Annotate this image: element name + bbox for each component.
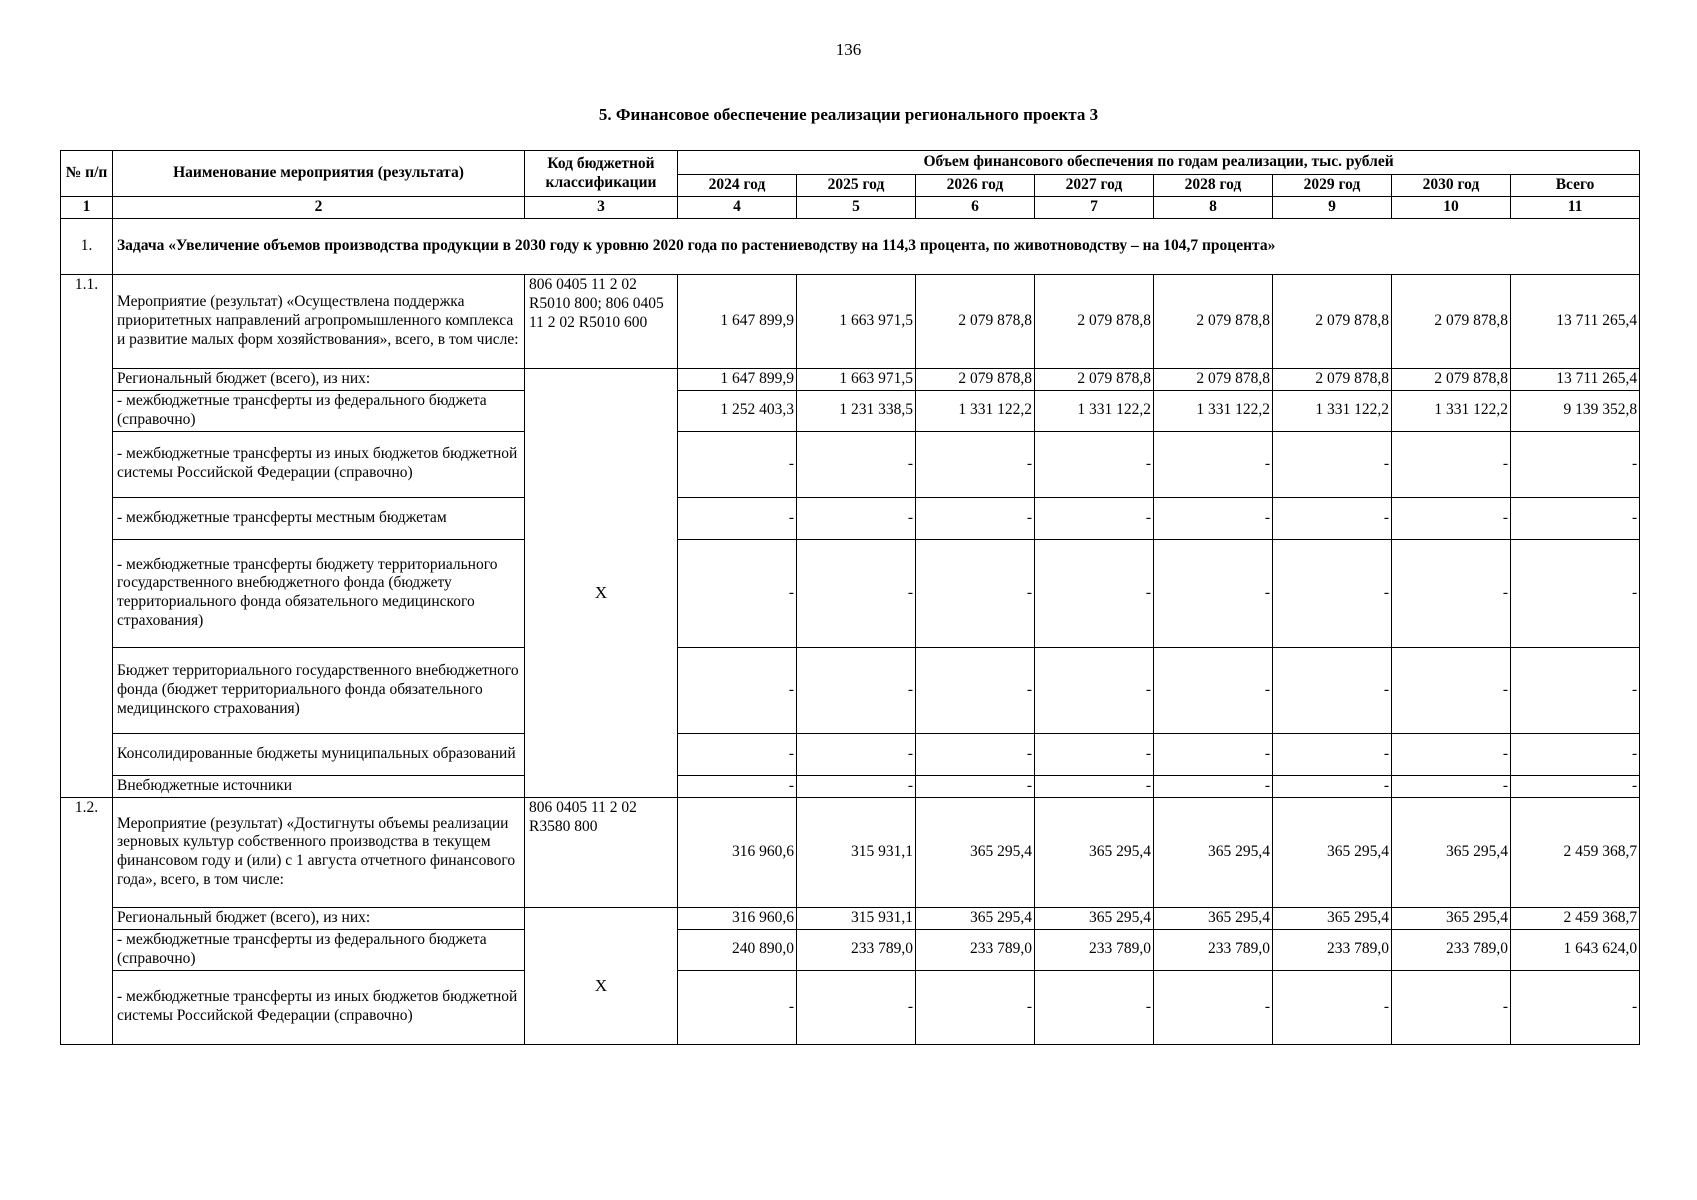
- header-year: 2028 год: [1154, 175, 1273, 197]
- year-value: 233 789,0: [797, 929, 916, 970]
- year-value: 2 079 878,8: [1392, 275, 1511, 369]
- total-value: 1 643 624,0: [1511, 929, 1640, 970]
- year-value: 2 079 878,8: [1392, 369, 1511, 391]
- measure-row: [61, 797, 1640, 907]
- year-value: -: [916, 647, 1035, 733]
- col-number: 7: [1035, 197, 1154, 219]
- year-value: 316 960,6: [678, 907, 797, 929]
- budget-source-label: Региональный бюджет (всего), из них:: [113, 907, 525, 929]
- total-value: -: [1511, 431, 1640, 497]
- budget-source-row: [61, 907, 1640, 929]
- year-value: -: [1273, 539, 1392, 647]
- year-value: -: [678, 775, 797, 797]
- year-value: -: [916, 539, 1035, 647]
- year-value: -: [1035, 733, 1154, 775]
- year-value: -: [1273, 733, 1392, 775]
- measure-num: 1.1.: [61, 275, 113, 798]
- budget-source-row: [61, 970, 1640, 1044]
- year-value: -: [1035, 539, 1154, 647]
- header-total: Всего: [1511, 175, 1640, 197]
- year-value: 365 295,4: [1035, 907, 1154, 929]
- year-value: -: [916, 733, 1035, 775]
- year-value: 1 647 899,9: [678, 369, 797, 391]
- year-value: -: [678, 539, 797, 647]
- budget-source-row: [61, 647, 1640, 733]
- year-value: -: [1154, 431, 1273, 497]
- col-number: 5: [797, 197, 916, 219]
- year-value: -: [1154, 775, 1273, 797]
- year-value: 1 663 971,5: [797, 275, 916, 369]
- budget-source-label: Консолидированные бюджеты муниципальных образований: [113, 733, 525, 775]
- section-title: 5. Финансовое обеспечение реализации регионального проекта 3: [598, 105, 1099, 124]
- total-value: -: [1511, 775, 1640, 797]
- year-value: 2 079 878,8: [1154, 369, 1273, 391]
- year-value: -: [1154, 647, 1273, 733]
- year-value: 365 295,4: [916, 797, 1035, 907]
- measure-num: 1.2.: [61, 797, 113, 1044]
- budget-code: 806 0405 11 2 02 R5010 800; 806 0405 11 2 02 R5010 600: [525, 275, 678, 369]
- year-value: -: [1154, 497, 1273, 539]
- total-value: 13 711 265,4: [1511, 275, 1640, 369]
- year-value: -: [797, 775, 916, 797]
- year-value: -: [797, 431, 916, 497]
- year-value: 2 079 878,8: [1273, 275, 1392, 369]
- year-value: -: [678, 647, 797, 733]
- total-value: 13 711 265,4: [1511, 369, 1640, 391]
- code-cell-empty: [525, 907, 678, 929]
- year-value: -: [1392, 733, 1511, 775]
- total-value: -: [1511, 647, 1640, 733]
- year-value: 365 295,4: [1035, 797, 1154, 907]
- budget-source-label: Внебюджетные источники: [113, 775, 525, 797]
- year-value: -: [1035, 431, 1154, 497]
- year-value: -: [797, 733, 916, 775]
- not-applicable-mark: Х: [525, 391, 678, 798]
- budget-source-row: [61, 539, 1640, 647]
- financing-table: [60, 150, 1640, 1045]
- year-value: 240 890,0: [678, 929, 797, 970]
- year-value: -: [797, 497, 916, 539]
- year-value: -: [1392, 775, 1511, 797]
- total-value: 2 459 368,7: [1511, 907, 1640, 929]
- year-value: -: [1273, 431, 1392, 497]
- budget-source-row: [61, 775, 1640, 797]
- page-number: 136: [835, 40, 862, 59]
- year-value: -: [1273, 775, 1392, 797]
- total-value: -: [1511, 539, 1640, 647]
- header-year: 2024 год: [678, 175, 797, 197]
- year-value: -: [1392, 431, 1511, 497]
- header-row-1: [61, 151, 1640, 175]
- year-value: -: [916, 970, 1035, 1044]
- year-value: 365 295,4: [1154, 907, 1273, 929]
- header-num: № п/п: [61, 151, 113, 197]
- col-number: 10: [1392, 197, 1511, 219]
- year-value: -: [1154, 970, 1273, 1044]
- year-value: -: [916, 431, 1035, 497]
- year-value: -: [678, 970, 797, 1044]
- year-value: -: [678, 497, 797, 539]
- col-number: 3: [525, 197, 678, 219]
- total-value: 2 459 368,7: [1511, 797, 1640, 907]
- year-value: 365 295,4: [916, 907, 1035, 929]
- col-number: 6: [916, 197, 1035, 219]
- year-value: 316 960,6: [678, 797, 797, 907]
- year-value: 365 295,4: [1392, 797, 1511, 907]
- year-value: 1 252 403,3: [678, 391, 797, 432]
- budget-source-label: - межбюджетные трансферты бюджету территориального государственного внебюджетного фонда (бюджету территориального фонда обязательного медицинского страхования): [113, 539, 525, 647]
- year-value: -: [1273, 647, 1392, 733]
- budget-source-label: - межбюджетные трансферты из иных бюджетов бюджетной системы Российской Федерации (справочно): [113, 970, 525, 1044]
- header-year: 2027 год: [1035, 175, 1154, 197]
- measure-name: Мероприятие (результат) «Осуществлена поддержка приоритетных направлений агропромышленного комплекса и развитие малых форм хозяйствования», всего, в том числе:: [113, 275, 525, 369]
- year-value: 2 079 878,8: [1273, 369, 1392, 391]
- header-year: 2025 год: [797, 175, 916, 197]
- year-value: -: [678, 733, 797, 775]
- task-num: 1.: [61, 219, 113, 275]
- budget-source-label: - межбюджетные трансферты из федерального бюджета (справочно): [113, 391, 525, 432]
- header-year: 2026 год: [916, 175, 1035, 197]
- budget-source-row: [61, 391, 1640, 432]
- year-value: 365 295,4: [1273, 907, 1392, 929]
- year-value: -: [797, 539, 916, 647]
- total-value: -: [1511, 497, 1640, 539]
- year-value: -: [678, 431, 797, 497]
- year-value: 1 331 122,2: [1035, 391, 1154, 432]
- year-value: 365 295,4: [1392, 907, 1511, 929]
- year-value: 1 647 899,9: [678, 275, 797, 369]
- year-value: -: [1273, 970, 1392, 1044]
- header-name: Наименование мероприятия (результата): [113, 151, 525, 197]
- header-year: 2030 год: [1392, 175, 1511, 197]
- year-value: -: [1392, 497, 1511, 539]
- year-value: 1 663 971,5: [797, 369, 916, 391]
- not-applicable-mark: Х: [525, 929, 678, 1044]
- year-value: -: [1035, 647, 1154, 733]
- budget-source-row: [61, 497, 1640, 539]
- year-value: -: [1154, 733, 1273, 775]
- year-value: -: [1035, 970, 1154, 1044]
- budget-source-label: - межбюджетные трансферты местным бюджетам: [113, 497, 525, 539]
- year-value: -: [1392, 539, 1511, 647]
- measure-row: [61, 275, 1640, 369]
- year-value: -: [916, 497, 1035, 539]
- total-value: 9 139 352,8: [1511, 391, 1640, 432]
- year-value: 2 079 878,8: [1154, 275, 1273, 369]
- year-value: 1 331 122,2: [1392, 391, 1511, 432]
- total-value: -: [1511, 733, 1640, 775]
- year-value: -: [797, 647, 916, 733]
- total-value: -: [1511, 970, 1640, 1044]
- col-number: 4: [678, 197, 797, 219]
- year-value: 315 931,1: [797, 907, 916, 929]
- year-value: -: [1273, 497, 1392, 539]
- year-value: 365 295,4: [1273, 797, 1392, 907]
- budget-source-label: - межбюджетные трансферты из иных бюджетов бюджетной системы Российской Федерации (справочно): [113, 431, 525, 497]
- col-number: 1: [61, 197, 113, 219]
- header-row-col-numbers: [61, 197, 1640, 219]
- year-value: 1 331 122,2: [1154, 391, 1273, 432]
- year-value: 2 079 878,8: [1035, 275, 1154, 369]
- year-value: -: [1392, 970, 1511, 1044]
- col-number: 11: [1511, 197, 1640, 219]
- year-value: -: [1035, 775, 1154, 797]
- year-value: -: [916, 775, 1035, 797]
- year-value: -: [1392, 647, 1511, 733]
- col-number: 9: [1273, 197, 1392, 219]
- year-value: 233 789,0: [1273, 929, 1392, 970]
- year-value: -: [1154, 539, 1273, 647]
- year-value: 233 789,0: [1154, 929, 1273, 970]
- budget-source-row: [61, 431, 1640, 497]
- budget-source-row: [61, 733, 1640, 775]
- year-value: 2 079 878,8: [916, 275, 1035, 369]
- budget-source-row: [61, 929, 1640, 970]
- budget-source-label: Региональный бюджет (всего), из них:: [113, 369, 525, 391]
- year-value: 2 079 878,8: [916, 369, 1035, 391]
- year-value: 2 079 878,8: [1035, 369, 1154, 391]
- budget-code: 806 0405 11 2 02 R3580 800: [525, 797, 678, 907]
- year-value: 315 931,1: [797, 797, 916, 907]
- header-year: 2029 год: [1273, 175, 1392, 197]
- col-number: 2: [113, 197, 525, 219]
- year-value: 233 789,0: [916, 929, 1035, 970]
- budget-source-row: [61, 369, 1640, 391]
- task-text: Задача «Увеличение объемов производства продукции в 2030 году к уровню 2020 года по растениеводству на 114,3 процента, по животноводству – на 104,7 процента»: [113, 219, 1640, 275]
- col-number: 8: [1154, 197, 1273, 219]
- year-value: 233 789,0: [1392, 929, 1511, 970]
- measure-name: Мероприятие (результат) «Достигнуты объемы реализации зерновых культур собственного производства в текущем финансовом году и (или) с 1 августа отчетного финансового года», всего, в том числе:: [113, 797, 525, 907]
- header-volume: Объем финансового обеспечения по годам реализации, тыс. рублей: [678, 151, 1640, 175]
- year-value: 1 331 122,2: [1273, 391, 1392, 432]
- year-value: 365 295,4: [1154, 797, 1273, 907]
- year-value: 1 231 338,5: [797, 391, 916, 432]
- budget-source-label: - межбюджетные трансферты из федерального бюджета (справочно): [113, 929, 525, 970]
- header-code: Код бюджетной классификации: [525, 151, 678, 197]
- year-value: -: [1035, 497, 1154, 539]
- year-value: 1 331 122,2: [916, 391, 1035, 432]
- year-value: 233 789,0: [1035, 929, 1154, 970]
- code-cell-empty: [525, 369, 678, 391]
- year-value: -: [797, 970, 916, 1044]
- task-row: [61, 219, 1640, 275]
- budget-source-label: Бюджет территориального государственного внебюджетного фонда (бюджет территориального фонда обязательного медицинского страхования): [113, 647, 525, 733]
